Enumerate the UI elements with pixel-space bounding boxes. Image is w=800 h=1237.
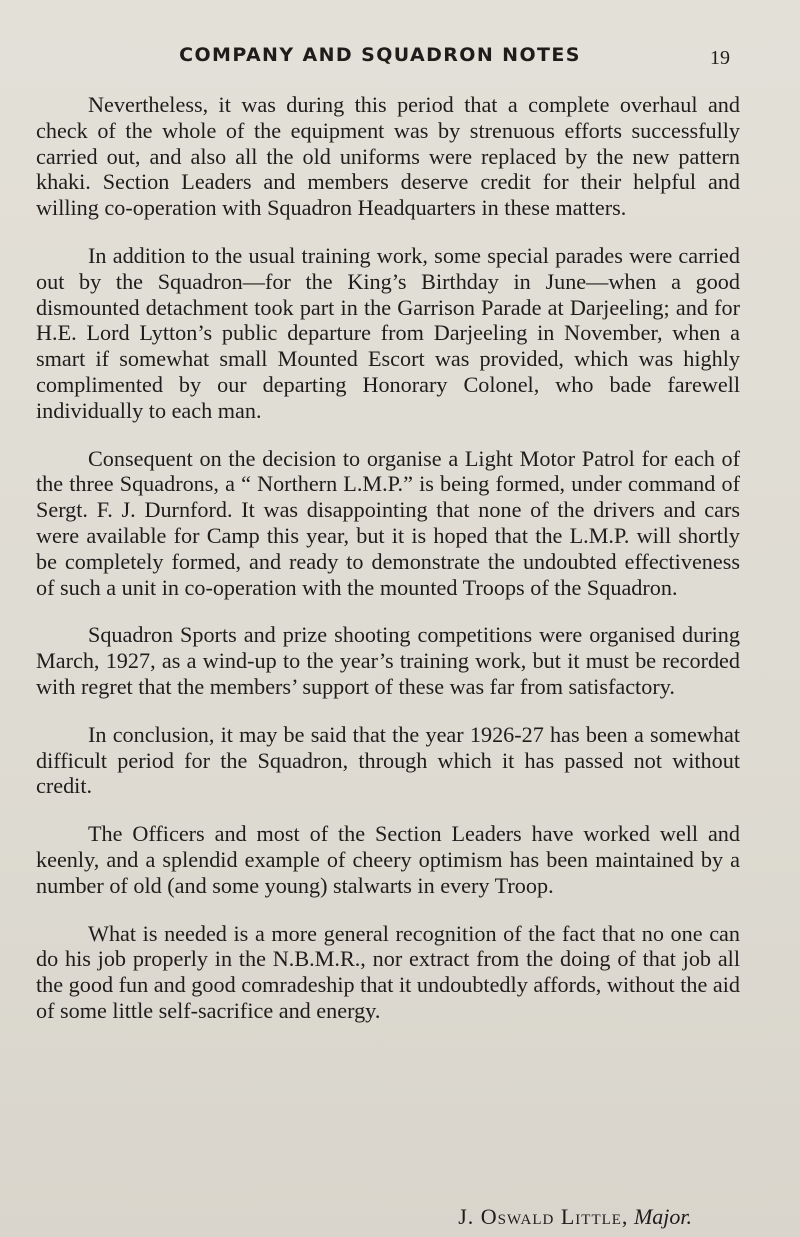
paragraph: In conclusion, it may be said that the year 1926-27 has been a somewhat difficult period for the Squadron, through which it has passed not without credit.: [36, 721, 740, 799]
paragraph: Consequent on the decision to organise a Light Motor Patrol for each of the three Squadrons, a “ Northern L.M.P.” is being formed, under command of Sergt. F. J. Durnford. It was disappointing that none of the drivers and cars were available for Camp this year, but it is hoped that the L.M.P. will shortly be completely formed, and ready to demonstrate the undoubted effectiveness of such a unit in co-operation with the mounted Troops of the Squadron.: [36, 445, 740, 600]
signature-line: [458, 1204, 692, 1230]
paragraph: What is needed is a more general recognition of the fact that no one can do his job properly in the N.B.M.R., nor extract from the doing of that job all the good fun and good comradeship that it undoubtedly affords, without the aid of some little self-sacrifice and energy.: [36, 920, 740, 1023]
page-header: [30, 44, 730, 78]
paragraph: In addition to the usual training work, some special parades were carried out by the Squadron—for the King’s Birthday in June—when a good dismounted detachment took part in the Garrison Parade at Darjeeling; and for H.E. Lord Lytton’s public departure from Darjeeling in November, when a smart if somewhat small Mounted Escort was provided, which was highly complimented by our departing Honorary Colonel, who bade farewell individually to each man.: [36, 242, 740, 423]
signatory-rank: Major.: [633, 1204, 692, 1229]
paragraph: Squadron Sports and prize shooting competitions were organised during March, 1927, as a wind-up to the year’s training work, but it must be recorded with regret that the members’ support of these was far from satisfactory.: [36, 622, 740, 699]
running-title: COMPANY AND SQUADRON NOTES: [179, 44, 581, 66]
signatory-name: J. Oswald Little,: [458, 1204, 629, 1229]
paragraph: The Officers and most of the Section Leaders have worked well and keenly, and a splendid example of cheery optimism has been maintained by a number of old (and some young) stalwarts in every Troop.: [36, 821, 740, 898]
page-number: 19: [710, 47, 730, 69]
paragraph: Nevertheless, it was during this period that a complete overhaul and check of the whole of the equipment was by strenuous efforts successfully carried out, and also all the old uniforms were replaced by the new pattern khaki. Section Leaders and members deserve credit for their helpful and willing co-operation with Squadron Headquarters in these matters.: [36, 92, 740, 221]
article-body: [36, 92, 740, 1046]
